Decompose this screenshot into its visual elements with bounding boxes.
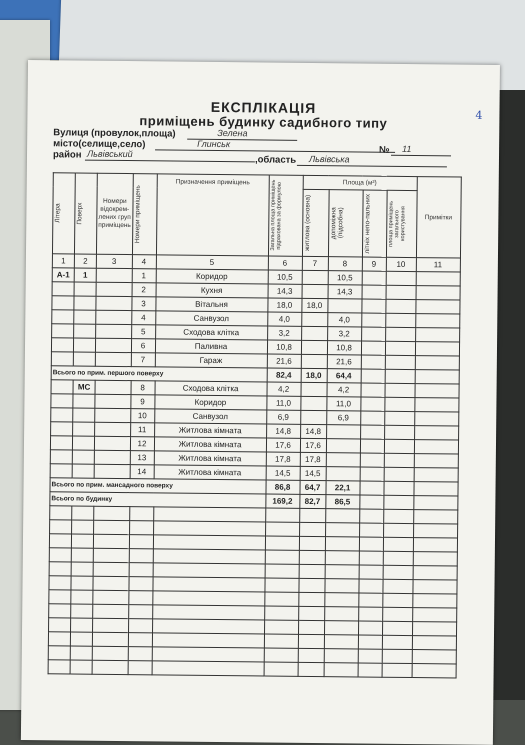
column-number-cell: 8 [328,257,362,271]
aux-area-cell: 11,0 [326,397,360,411]
oblast-label: ,область [254,154,297,166]
common-cell [384,467,414,481]
notes-cell [414,398,458,412]
house-number: 11 [402,143,412,155]
group-cell [96,268,132,282]
group-cell [95,408,131,422]
common-cell [384,453,414,467]
summer-cell [361,299,385,313]
document-page [21,60,500,745]
litera-cell [51,394,73,408]
common-cell [385,299,415,313]
room-name-cell: Сходова клітка [155,325,267,340]
header-litera: Літера [52,173,75,254]
room-number-cell: 7 [131,353,155,367]
aux-area-cell: 10,5 [328,271,362,285]
notes-cell [414,454,458,468]
group-cell [96,282,132,296]
group-cell [94,436,130,450]
common-cell [385,383,415,397]
number-underline [391,155,451,157]
summer-cell [360,411,384,425]
room-number-cell: 1 [132,269,156,283]
room-name-cell: Коридор [154,395,266,410]
header-notes: Примітки [416,177,461,258]
poverkh-cell [74,324,96,338]
total-area-cell: 4,0 [267,312,301,326]
total-area-cell: 18,0 [267,298,301,312]
room-name-cell: Кухня [156,283,268,298]
room-name-cell: Житлова кімната [154,451,266,466]
litera-cell [51,380,73,394]
aux-area-cell: 6,9 [326,411,360,425]
common-cell [384,439,414,453]
notes-cell [415,356,459,370]
litera-cell [50,464,72,478]
group-cell [95,422,131,436]
total-area-cell: 14,5 [266,466,300,480]
group-cell [95,352,131,366]
room-name-cell: Житлова кімната [154,437,266,452]
column-number-cell: 7 [302,256,328,270]
notes-cell [415,314,459,328]
total-area-cell: 3,2 [267,326,301,340]
poverkh-cell [74,296,96,310]
district-value: Львівський [86,148,133,160]
floor1-total-label: Всього по прим. першого поверху [51,366,267,382]
summer-cell [360,425,384,439]
common-cell [384,411,414,425]
living-area-cell [301,340,327,354]
room-name-cell: Житлова кімната [154,465,266,480]
litera-cell: А-1 [52,268,74,282]
living-area-cell: 17,6 [300,438,326,452]
total-area-cell: 11,0 [266,396,300,410]
aux-area-cell [327,299,361,313]
summer-cell [360,397,384,411]
header-common: площа приміщень загального користування [386,190,417,258]
grand-total-aux: 86,5 [325,495,359,509]
room-name-cell: Коридор [156,269,268,284]
aux-area-cell [326,467,360,481]
poverkh-cell [74,310,96,324]
poverkh-cell [73,422,95,436]
notes-cell [415,328,459,342]
aux-area-cell: 4,0 [327,313,361,327]
room-name-cell: Паливна [155,339,267,354]
living-area-cell [302,270,328,284]
aux-area-cell: 3,2 [327,327,361,341]
room-number-cell: 13 [130,451,154,465]
poverkh-cell [73,408,95,422]
summer-cell [361,341,385,355]
floor2-total-living: 64,7 [300,480,326,494]
street-value: Зелена [217,127,248,139]
living-area-cell [301,326,327,340]
city-label: місто(селище,село) [53,138,146,151]
room-number-cell: 8 [131,381,155,395]
column-number-cell: 9 [362,257,386,271]
empty-table-row [48,660,456,678]
summer-cell [361,313,385,327]
column-number-cell: 10 [386,257,416,271]
summer-cell [362,285,386,299]
room-number-cell: 14 [130,465,154,479]
floor2-total-aux: 22,1 [326,481,360,495]
aux-area-cell [326,425,360,439]
living-area-cell [301,354,327,368]
aux-area-cell [326,453,360,467]
explication-table [48,172,462,678]
room-number-cell: 11 [130,423,154,437]
header-poverkh: Поверх [74,173,97,254]
litera-cell [52,324,74,338]
room-number-cell: 3 [131,297,155,311]
litera-cell [50,450,72,464]
city-value: Глинськ [197,138,231,150]
room-name-cell: Санвузол [154,409,266,424]
group-cell [96,310,132,324]
litera-cell [51,408,73,422]
living-area-cell [301,382,327,396]
living-area-cell [300,410,326,424]
document-subtitle: приміщень будинку садибного типу [139,113,388,131]
summer-cell [361,355,385,369]
aux-area-cell: 10,8 [327,341,361,355]
group-cell [95,394,131,408]
aux-area-cell: 21,6 [327,355,361,369]
room-number-cell: 6 [131,339,155,353]
summer-cell [362,271,386,285]
poverkh-cell [72,436,94,450]
notes-cell [414,440,458,454]
living-area-cell: 17,8 [300,452,326,466]
aux-area-cell [326,439,360,453]
floor1-total: 82,4 [267,368,301,382]
column-number-cell: 1 [52,254,74,268]
grand-total: 169,2 [265,494,299,508]
total-area-cell: 10,5 [268,270,302,284]
notes-cell [414,426,458,440]
living-area-cell: 14,8 [300,424,326,438]
common-cell [386,271,416,285]
total-area-cell: 6,9 [266,410,300,424]
litera-cell [51,422,73,436]
total-area-cell: 14,3 [268,284,302,298]
living-area-cell [302,284,328,298]
total-area-cell: 17,8 [266,452,300,466]
summer-cell [360,467,384,481]
total-area-cell: 21,6 [267,354,301,368]
group-cell [96,296,132,310]
header-auxiliary: допоміжна (підсобна) [328,189,363,257]
oblast-underline [297,165,447,168]
column-number-cell: 5 [156,255,268,270]
living-area-cell: 14,5 [300,466,326,480]
group-cell [94,450,130,464]
common-cell [384,397,414,411]
oblast-value: Львівська [308,153,350,165]
notes-cell [414,412,458,426]
room-number-cell: 5 [131,325,155,339]
city-underline [155,149,395,153]
header-row [53,173,461,191]
poverkh-cell [73,352,95,366]
number-label: № [379,144,390,156]
aux-area-cell: 14,3 [328,285,362,299]
living-area-cell [300,396,326,410]
grand-total-living: 82,7 [299,494,325,508]
notes-cell [416,286,460,300]
column-number-cell: 3 [96,254,132,268]
street-label: Вулиця (провулок,площа) [53,127,176,140]
page-number: 4 [475,108,483,122]
poverkh-cell: 1 [74,268,96,282]
living-area-cell: 18,0 [301,298,327,312]
room-name-cell: Сходова клітка [155,381,267,396]
summer-cell [361,327,385,341]
litera-cell [52,296,74,310]
header-area-group: Площа (м²) [303,175,417,190]
summer-cell [361,383,385,397]
common-cell [385,341,415,355]
header-summer: літніх непо-пальних [362,190,387,258]
total-area-cell: 10,8 [267,340,301,354]
common-cell [385,313,415,327]
room-number-cell: 12 [130,437,154,451]
litera-cell [52,282,74,296]
room-number-cell: 10 [130,409,154,423]
floor1-total-aux: 64,4 [327,369,361,383]
column-number-cell: 2 [74,254,96,268]
district-label: район [52,149,82,161]
column-number-cell: 4 [132,255,156,269]
header-living: житлова (основна) [302,189,329,257]
floor2-total-label: Всього по прим. мансадного поверху [50,478,266,494]
poverkh-cell [74,282,96,296]
header-group-numbers: Номери відокрем-лених груп приміщень [96,173,132,254]
header-room-numbers: Номери приміщень [132,174,157,255]
floor1-total-living: 18,0 [301,368,327,382]
poverkh-cell [73,394,95,408]
poverkh-cell [72,450,94,464]
notes-cell [415,384,459,398]
aux-area-cell: 4,2 [327,383,361,397]
column-number-cell: 11 [416,258,460,272]
litera-cell [51,352,73,366]
room-number-cell: 4 [131,311,155,325]
poverkh-cell [73,338,95,352]
total-area-cell: 17,6 [266,438,300,452]
common-cell [385,327,415,341]
header-purpose: Призначення приміщень [156,174,269,256]
room-number-cell: 2 [132,283,156,297]
column-number-cell: 6 [268,256,302,270]
common-cell [384,425,414,439]
grand-total-label: Всього по будинку [50,492,266,508]
poverkh-cell [72,464,94,478]
group-cell [95,338,131,352]
group-cell [95,380,131,394]
room-name-cell: Вітальня [155,297,267,312]
living-area-cell [301,312,327,326]
summer-cell [360,453,384,467]
notes-cell [415,300,459,314]
poverkh-cell: МС [73,380,95,394]
notes-cell [416,272,460,286]
notes-cell [414,468,458,482]
notes-cell [415,342,459,356]
litera-cell [52,310,74,324]
common-cell [385,355,415,369]
litera-cell [50,436,72,450]
room-name-cell: Санвузол [155,311,267,326]
room-name-cell: Гараж [155,353,267,368]
room-number-cell: 9 [130,395,154,409]
document-title: ЕКСПЛІКАЦІЯ [210,98,317,117]
room-name-cell: Житлова кімната [154,423,266,438]
group-cell [96,324,132,338]
common-cell [386,285,416,299]
floor2-total: 86,8 [266,480,300,494]
total-area-cell: 4,2 [267,382,301,396]
district-underline [85,160,255,163]
total-area-cell: 14,8 [266,424,300,438]
summer-cell [360,439,384,453]
litera-cell [51,338,73,352]
group-cell [94,464,130,478]
header-total-area: Загальна площа приміщень підрахована за формулою [268,175,303,256]
